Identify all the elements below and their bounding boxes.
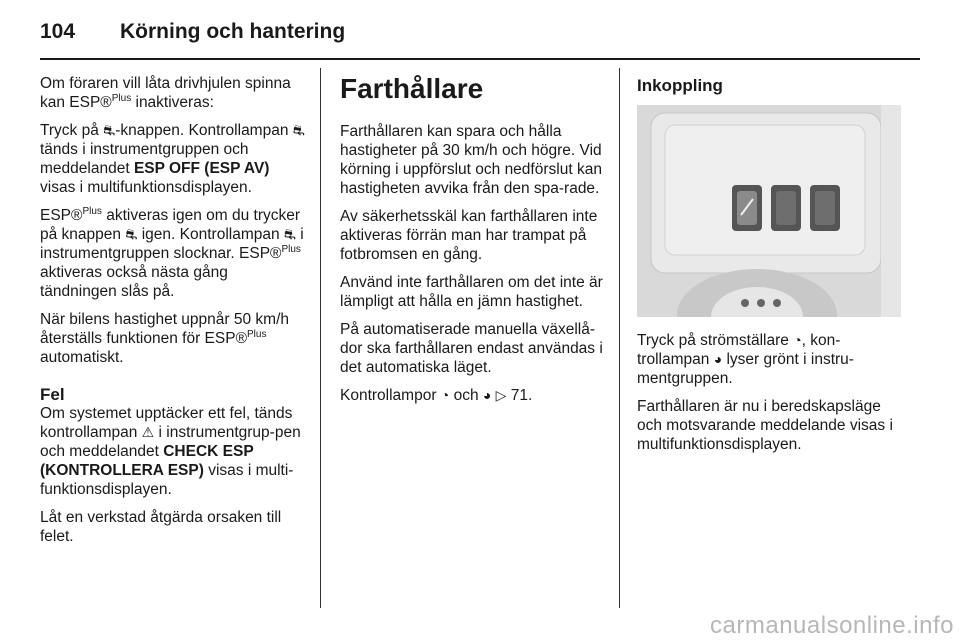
- paragraph: Kontrollampor ◔ och ◕ ▷ 71.: [340, 387, 533, 404]
- paragraph: Använd inte farthållaren om det inte är lämpligt att hålla en jämn hastighet.: [340, 274, 603, 310]
- paragraph: Tryck på strömställare ◔, kon‐trollampan ◕ lyser grönt i instru‐mentgruppen.: [637, 332, 854, 387]
- column-divider-1: [320, 68, 321, 608]
- paragraph: Tryck på ⛐-knappen. Kontrollampan ⛐ tänds i instrumentgruppen och meddelandet ESP OFF (ESP AV) visas i multifunktionsdisplayen.: [40, 122, 305, 196]
- page-header: [40, 14, 345, 50]
- page-title: Körning och hantering: [120, 20, 346, 43]
- page-reference-icon: ▷: [495, 387, 507, 403]
- watermark: carmanualsonline.info: [710, 612, 954, 639]
- column-divider-2: [619, 68, 620, 608]
- section-heading-inkoppling: Inkoppling: [637, 76, 723, 95]
- column-farthallare: [340, 74, 604, 414]
- section-heading-farthallare: Farthållare: [340, 73, 484, 104]
- paragraph: På automatiserade manuella växellå‐dor ska farthållaren endast användas i det automatiska läget.: [340, 321, 603, 376]
- cruise-control-icon: ◔: [440, 387, 450, 403]
- esp-off-icon: ⛐: [125, 226, 138, 242]
- paragraph: När bilens hastighet uppnår 50 km/h återställs funktionen för ESP®$^{Plus}$ automatiskt.: [40, 311, 290, 366]
- paragraph: Om föraren vill låta drivhjulen spinna kan ESP®$^{Plus}$ inaktiveras:: [40, 75, 291, 111]
- paragraph: Farthållaren kan spara och hålla hastigheter på 30 km/h och högre. Vid körning i uppförslut och nedförslut kan hastigheten avvika från den spa‐rade.: [340, 123, 602, 197]
- column-esp: [40, 74, 308, 555]
- paragraph: ESP®$^{Plus}$ aktiveras igen om du trycker på knappen ⛐ igen. Kontrollampan ⛐ i instrumentgruppen slocknar. ESP®$^{Plus}$ aktiveras också nästa gång tändningen slås på.: [40, 206, 304, 300]
- paragraph: Av säkerhetsskäl kan farthållaren inte aktiveras förrän man har trampat på fotbromsen en gång.: [340, 208, 598, 263]
- traction-warning-icon: ⚠: [141, 424, 155, 440]
- cruise-control-active-icon: ◕: [713, 351, 723, 367]
- section-heading-fel: Fel: [40, 385, 65, 404]
- paragraph: Låt en verkstad åtgärda orsaken till felet.: [40, 509, 282, 545]
- column-inkoppling: [637, 74, 903, 463]
- cruise-control-active-icon: ◕: [482, 387, 492, 403]
- esp-off-icon: ⛐: [103, 122, 116, 138]
- esp-off-icon: ⛐: [283, 226, 296, 242]
- cruise-control-icon: ◔: [793, 332, 802, 348]
- header-rule: [40, 58, 920, 60]
- esp-off-icon: ⛐: [292, 122, 305, 138]
- page-number: 104: [40, 20, 76, 43]
- paragraph: Om systemet upptäcker ett fel, tänds kontrollampan ⚠ i instrumentgrup‐pen och meddelandet CHECK ESP (KONTROLLERA ESP) visas i multi‐funktionsdisplayen.: [40, 405, 301, 498]
- cruise-switch-photo: [637, 105, 901, 317]
- paragraph: Farthållaren är nu i beredskapsläge och motsvarande meddelande visas i multifunktionsdisplayen.: [637, 398, 893, 453]
